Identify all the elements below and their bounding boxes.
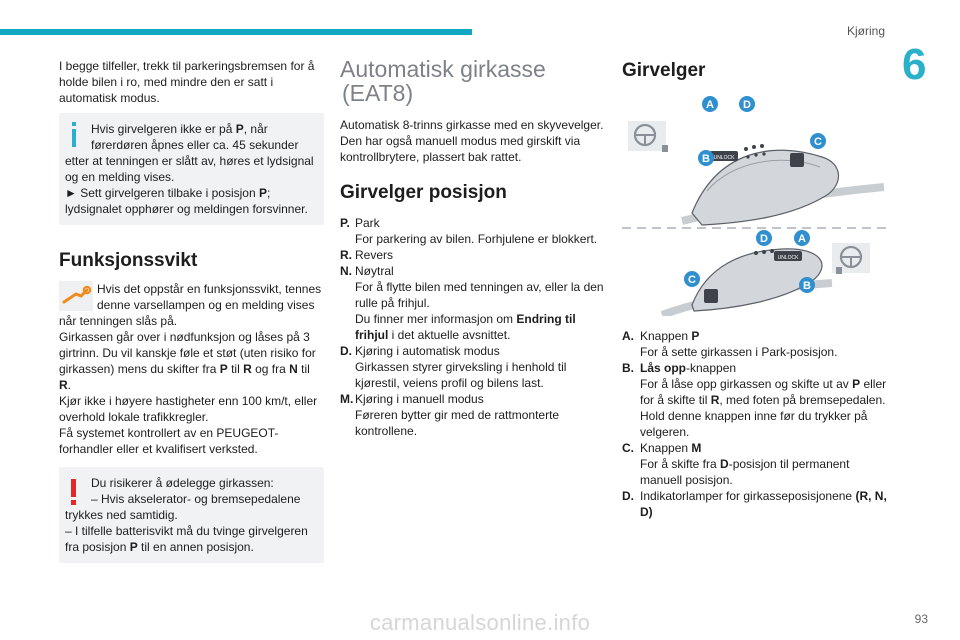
fault-heading: Funksjonssvikt <box>59 250 198 271</box>
selector-heading: Girvelger <box>622 60 706 81</box>
svg-text:C: C <box>688 274 696 286</box>
warning-icon <box>65 475 91 505</box>
list-item: P. Park For parkering av bilen. Forhjulene er blokkert. <box>340 216 598 246</box>
list-item: A. Knappen P For å sette girkassen i Park-posisjon. <box>622 329 838 359</box>
svg-text:B: B <box>702 153 710 165</box>
positions-list <box>340 215 610 439</box>
chapter-color-bar <box>0 29 472 35</box>
label-badge <box>799 277 815 293</box>
list-item: C. Knappen M For å skifte fra D-posisjon til permanent manuell posisjon. <box>622 441 850 487</box>
chapter-title: Kjøring <box>846 24 885 38</box>
selector-legend <box>622 328 887 520</box>
svg-text:D: D <box>760 233 768 245</box>
list-item: B. Lås opp-knappen For å låse opp girkassen og skifte ut av P eller for å skifte til R, med foten på bremsepedalen. Hold denne knappen inne før du trykker på velgeren. <box>622 361 887 439</box>
list-item: M. Kjøring i manuell modus Føreren bytter gir med de rattmonterte kontrollene. <box>340 392 560 438</box>
fault-text-2: Girkassen går over i nødfunksjon og låses på 3 girtrinn. Du vil kanskje føle et støt (uten risiko for girkassen) mens du skifter fra P til R og fra N til R. <box>59 330 316 392</box>
info-text-2: ► Sett girvelgeren tilbake i posisjon P; lydsignalet opphører og meldingen forsvinner. <box>65 186 308 216</box>
gear-selector-diagram <box>622 91 887 316</box>
fault-text-4: Få systemet kontrollert av en PEUGEOT-forhandler eller et kvalifisert verksted. <box>59 426 279 456</box>
warning-text-3: – I tilfelle batterisvikt må du tvinge girvelgeren fra posisjon P til en annen posisjon. <box>65 524 308 554</box>
svg-text:A: A <box>706 99 714 111</box>
label-badge <box>810 133 826 149</box>
right-column <box>622 57 887 520</box>
svg-text:D: D <box>743 99 751 111</box>
fault-section <box>59 281 324 457</box>
info-text-1: Hvis girvelgeren ikke er på P, når førerdøren åpnes eller ca. 45 sekunder etter at tenningen er slått av, høres et lydsignal og en melding vises. <box>65 122 314 184</box>
gearbox-intro: Automatisk 8-trinns girkasse med en skyvevelger. Den har også manuell modus med girskift via kontrollbrytere, plassert bak rattet. <box>340 118 604 164</box>
label-badge <box>684 271 700 287</box>
gearbox-fault-warning-icon <box>59 281 93 311</box>
fault-text-3: Kjør ikke i høyere hastigheter enn 100 km/t, eller overhold lokale trafikkregler. <box>59 394 318 424</box>
warning-text-2: – Hvis akselerator- og bremsepedalene trykkes ned samtidig. <box>65 492 301 522</box>
svg-text:C: C <box>814 136 822 148</box>
middle-column <box>340 57 610 439</box>
info-icon <box>65 121 91 149</box>
chapter-number: 6 <box>902 40 927 89</box>
steering-wheel-icon <box>832 243 870 274</box>
label-badge <box>739 96 755 112</box>
gear-selector-illustration <box>622 91 887 316</box>
section-title: Automatisk girkasse (EAT8) <box>340 56 546 106</box>
watermark: carmanualsonline.info <box>369 610 591 635</box>
warning-box <box>59 467 324 563</box>
svg-text:A: A <box>798 233 806 245</box>
fault-text-1: Hvis det oppstår en funksjonssvikt, tennes denne varsellampen og en melding vises når tenningen slås på. <box>59 282 322 328</box>
list-item: R. Revers <box>340 248 394 262</box>
label-badge <box>698 150 714 166</box>
list-item: N. Nøytral For å flytte bilen med tenningen av, eller la den rulle på frihjul. Du finner mer informasjon om Endring til frihjul i det aktuelle avsnittet. <box>340 264 604 342</box>
list-item: D. Indikatorlamper for girkasseposisjonene (R, N, D) <box>622 489 887 519</box>
steering-wheel-icon <box>628 121 668 152</box>
label-badge <box>702 96 718 112</box>
warning-text-1: Du risikerer å ødelegge girkassen: <box>91 476 274 490</box>
label-badge <box>756 230 772 246</box>
page-number: 93 <box>914 612 928 626</box>
positions-heading: Girvelger posisjon <box>340 182 507 203</box>
label-badge <box>794 230 810 246</box>
svg-text:UNLOCK: UNLOCK <box>713 155 735 161</box>
svg-text:UNLOCK: UNLOCK <box>777 255 799 261</box>
left-column <box>59 58 324 563</box>
svg-text:B: B <box>803 280 811 292</box>
list-item: D. Kjøring i automatisk modus Girkassen styrer girveksling i henhold til kjørestil, veiens profil og bilens last. <box>340 344 567 390</box>
intro-paragraph: I begge tilfeller, trekk til parkeringsbremsen for å holde bilen i ro, med mindre den er satt i automatisk modus. <box>59 59 315 105</box>
info-box <box>59 113 324 225</box>
